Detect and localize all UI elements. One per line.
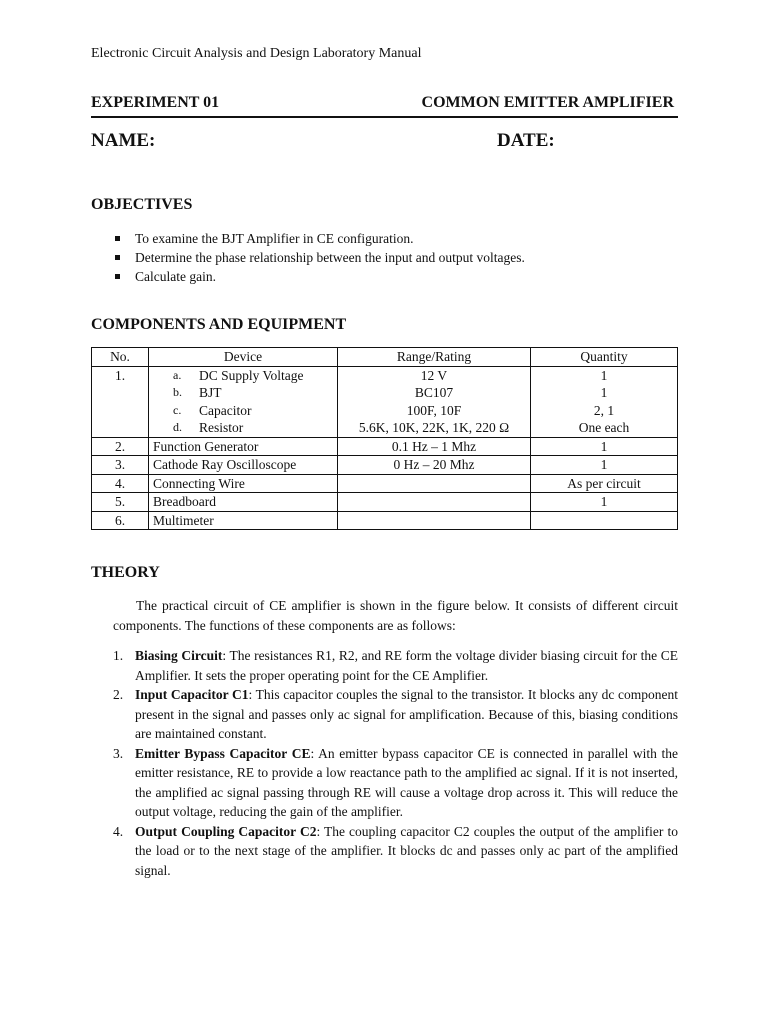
objectives-list [115, 229, 525, 286]
sub-item: b. BJT [173, 385, 222, 400]
list-item: 3. Emitter Bypass Capacitor CE: An emitter bypass capacitor CE is connected in parallel with the emitter resistance, RE to provide a low reactance path to the amplified ac signal. If it is not inserted, the amplified ac signal passing through RE will cause a voltage drop across it. This will reduce the output voltage, reducing the gain of the amplifier. [113, 745, 678, 819]
sub-item: d. Resistor [173, 420, 244, 435]
list-item: Calculate gain. [115, 267, 525, 286]
list-item: Determine the phase relationship between the input and output voltages. [115, 248, 525, 267]
theory-intro: The practical circuit of CE amplifier is shown in the figure below. It consists of different circuit components. The functions of these components are as follows: [113, 598, 678, 633]
bullet-square-icon [115, 274, 120, 279]
cell-quantity: 1 1 2, 1 One each [531, 366, 678, 437]
list-item: 4. Output Coupling Capacitor C2: The coupling capacitor C2 couples the output of the amplifier to the load or to the next stage of the amplifier. It blocks dc and passes only ac part of the amplified signal. [113, 823, 678, 878]
table-header-row [92, 348, 678, 367]
table-row [92, 366, 678, 437]
objectives-heading: OBJECTIVES [91, 196, 193, 213]
name-label: NAME: [91, 130, 156, 151]
column-header-no: No. [92, 348, 149, 367]
table-row: 2. Function Generator 0.1 Hz – 1 Mhz 1 [92, 437, 678, 456]
table-row: 6. Multimeter [92, 511, 678, 530]
sub-item: a. DC Supply Voltage [173, 367, 304, 383]
experiment-title-row [91, 94, 678, 118]
cell-no: 1. [92, 366, 149, 437]
column-header-quantity: Quantity [531, 348, 678, 367]
list-item: 1. Biasing Circuit: The resistances R1, R2, and RE form the voltage divider biasing circuit for the CE Amplifier. It sets the proper operating point for the CE Amplifier. [113, 648, 678, 683]
running-header: Electronic Circuit Analysis and Design Laboratory Manual [91, 46, 422, 61]
table-row: 4. Connecting Wire As per circuit [92, 474, 678, 493]
cell-range: 12 V BC107 100F, 10F 5.6K, 10K, 22K, 1K, 220 Ω [338, 366, 531, 437]
table-row: 3. Cathode Ray Oscilloscope 0 Hz – 20 Mhz 1 [92, 456, 678, 475]
bullet-square-icon [115, 236, 120, 241]
theory-list [113, 646, 678, 880]
date-label: DATE: [497, 130, 555, 151]
components-heading: COMPONENTS AND EQUIPMENT [91, 316, 347, 333]
list-item: 2. Input Capacitor C1: This capacitor couples the signal to the transistor. It blocks any dc component present in the signal and passes only ac signal for amplification. Because of this, biasing conditions are maintained constant. [113, 687, 678, 741]
components-table [91, 347, 678, 530]
list-item: To examine the BJT Amplifier in CE configuration. [115, 229, 525, 248]
cell-device [149, 366, 338, 437]
bullet-square-icon [115, 255, 120, 260]
name-date-row [91, 130, 678, 152]
theory-heading: THEORY [91, 564, 160, 581]
sub-item: c. Capacitor [173, 402, 252, 418]
column-header-range: Range/Rating [338, 348, 531, 367]
column-header-device: Device [149, 348, 338, 367]
experiment-number: EXPERIMENT 01 [91, 94, 220, 111]
table-row: 5. Breadboard 1 [92, 493, 678, 512]
experiment-title: COMMON EMITTER AMPLIFIER [421, 94, 674, 111]
